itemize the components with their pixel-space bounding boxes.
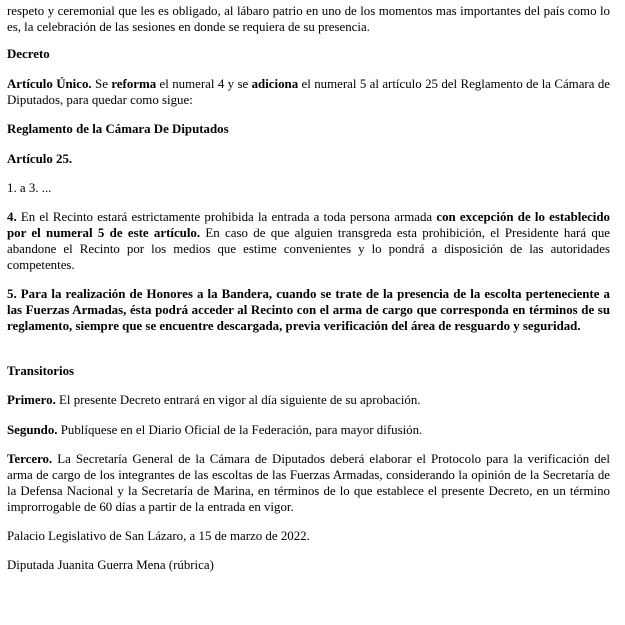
item-5-paragraph: 5. Para la realización de Honores a la Bandera, cuando se trate de la presencia de la escolta perteneciente a las Fuerzas Armadas, ésta podrá acceder al Recinto con el arma de cargo que corresponda en términos de su reglamento, siempre que se encuentre descargada, previa verificación del área de resguardo y seguridad. — [7, 287, 610, 333]
primero-label: Primero. — [7, 393, 56, 407]
adiciona-word: adiciona — [251, 77, 299, 91]
place-date: Palacio Legislativo de San Lázaro, a 15 de marzo de 2022. — [7, 529, 310, 543]
item-1-3: 1. a 3. ... — [7, 181, 52, 195]
reglamento-heading: Reglamento de la Cámara De Diputados — [7, 122, 229, 136]
segundo-label: Segundo. — [7, 423, 58, 437]
tercero-text: La Secretaría General de la Cámara de Diputados deberá elaborar el Protocolo para la verificación del arma de cargo de los integrantes de las escoltas de las Fuerzas Armadas, considerando la opinión de la Secretaría de la Defensa Nacional y la Secretaría de Marina, en términos de lo que establece el presente Decreto, en un término improrrogable de 60 días a partir de la entrada en vigor. — [7, 452, 610, 514]
item-4-text-2: En caso de que alguien transgreda esta prohibición, el Presidente hará que abandone el Recinto por los medios que estime convenientes y lo pondrá a disposición de las autoridades competentes. — [7, 226, 610, 272]
segundo-paragraph — [7, 422, 610, 438]
item-4-text-1: En el Recinto estará estrictamente prohibida la entrada a toda persona armada — [16, 210, 437, 224]
transitorios-heading: Transitorios — [7, 364, 75, 378]
reforma-word: reforma — [111, 77, 157, 91]
item-4-bold-text: con excepción de lo establecido por el numeral 5 de este artículo. — [7, 210, 610, 240]
articulo-unico-text-3: el numeral 5 al artículo 25 del Reglamento de la Cámara de Diputados, para quedar como sigue: — [7, 77, 610, 107]
item-4-paragraph — [7, 209, 610, 273]
intro-paragraph: respeto y ceremonial que les es obligado, al lábaro patrio en uno de los momentos mas importantes del país como lo es, la celebración de las sesiones en donde se requiera de su presencia. — [7, 4, 610, 34]
articulo-unico-paragraph — [7, 76, 610, 108]
item-4-number: 4. — [7, 210, 17, 224]
primero-paragraph — [7, 392, 610, 408]
segundo-text: Publíquese en el Diario Oficial de la Federación, para mayor difusión. — [57, 423, 423, 437]
tercero-paragraph — [7, 451, 610, 515]
articulo-unico-text-1: Se — [91, 77, 112, 91]
primero-text: El presente Decreto entrará en vigor al día siguiente de su aprobación. — [55, 393, 421, 407]
signature: Diputada Juanita Guerra Mena (rúbrica) — [7, 558, 214, 572]
articulo-unico-label: Artículo Único. — [7, 77, 92, 91]
tercero-label: Tercero. — [7, 452, 53, 466]
articulo-25-heading: Artículo 25. — [7, 152, 73, 166]
articulo-unico-text-2: el numeral 4 y se — [156, 77, 252, 91]
decreto-heading: Decreto — [7, 47, 50, 61]
